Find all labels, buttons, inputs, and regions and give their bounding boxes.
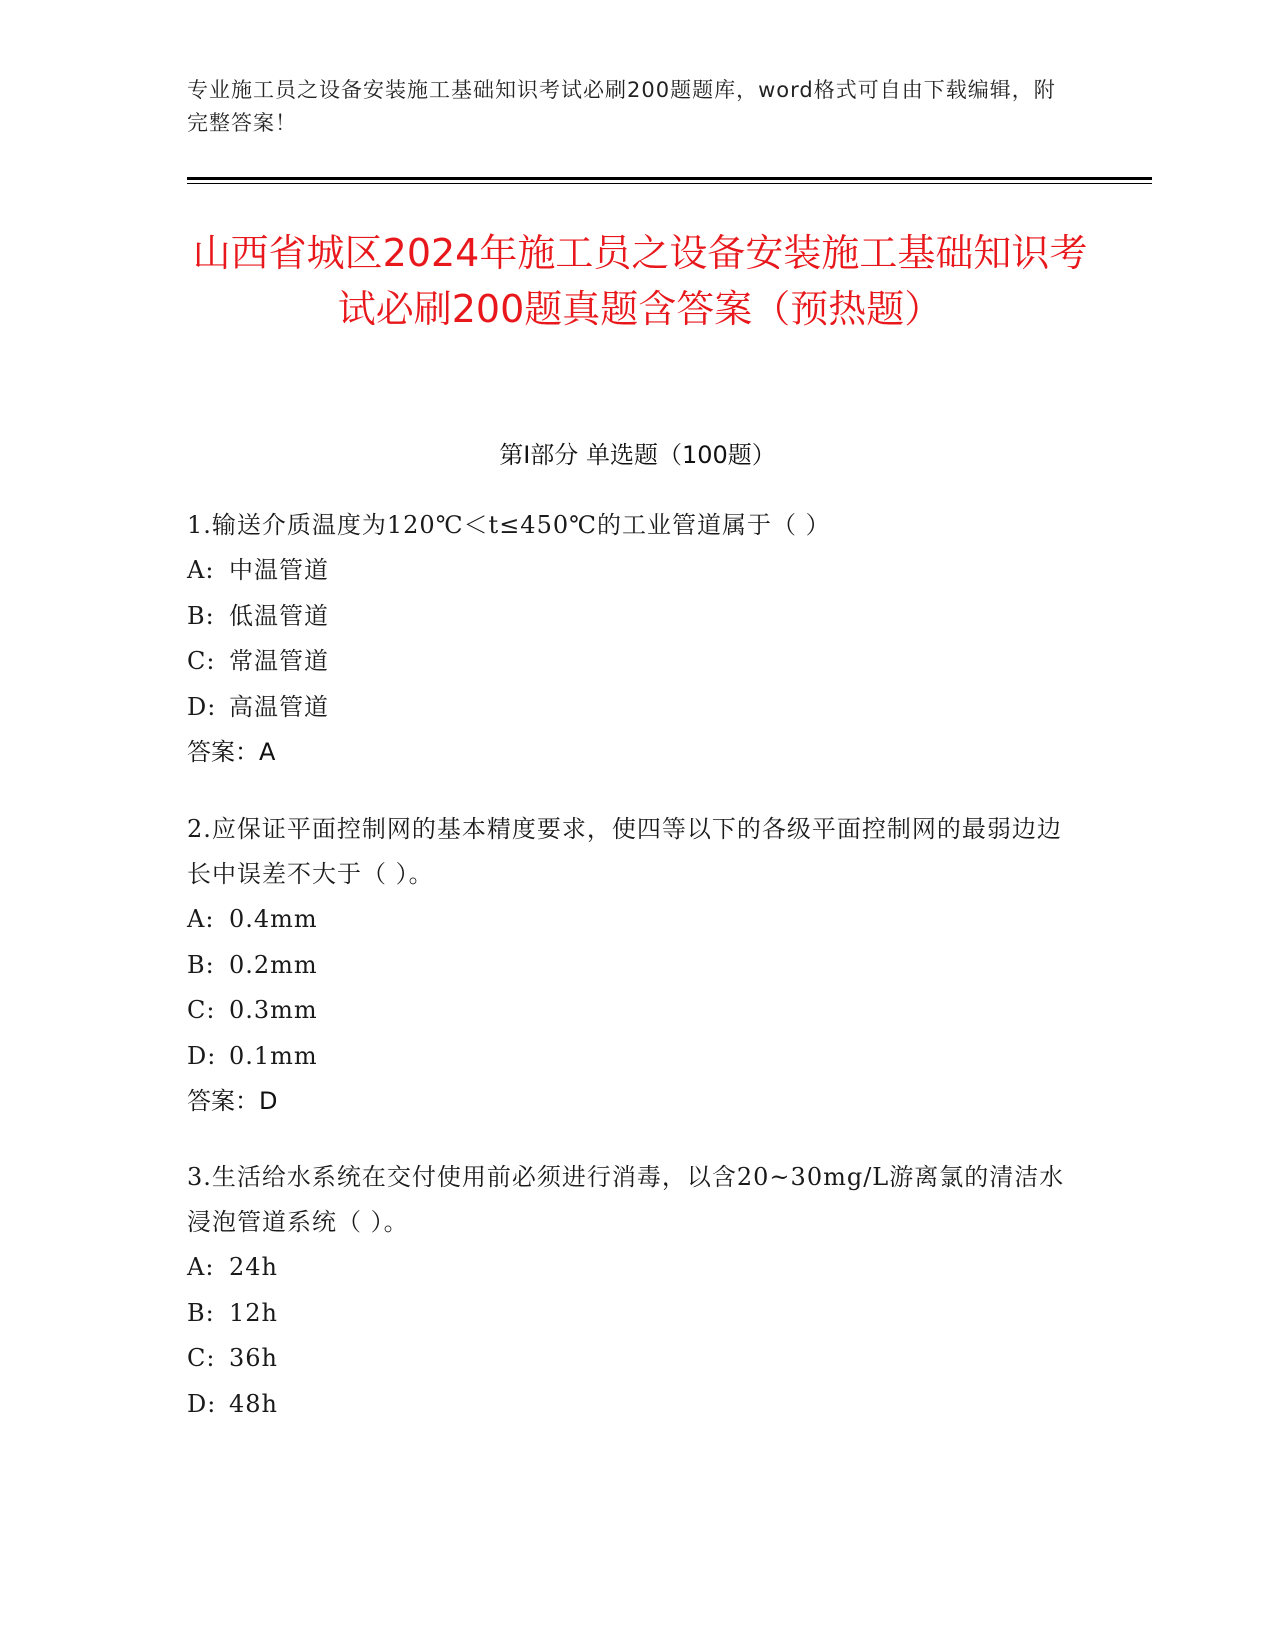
answer: 答案：A <box>187 738 276 766</box>
option-b <box>187 594 1067 640</box>
option-letter: D: <box>187 1389 217 1418</box>
option-c <box>187 988 1067 1034</box>
option-c <box>187 1336 1067 1382</box>
option-text: 0.1mm <box>229 1041 318 1070</box>
option-letter: A: <box>187 905 215 933</box>
option-a <box>187 1245 1067 1291</box>
option-letter: A: <box>187 1253 215 1281</box>
option-letter: B: <box>187 601 215 630</box>
option-b <box>187 943 1067 989</box>
answer: 答案：D <box>187 1087 278 1115</box>
option-text: 0.2mm <box>229 950 318 979</box>
question-text: 1.输送介质温度为120℃＜t≤450℃的工业管道属于（ ） <box>187 511 831 539</box>
option-letter: C: <box>187 647 216 675</box>
option-text: 中温管道 <box>229 556 329 584</box>
header-rule-thick <box>187 177 1152 180</box>
option-letter: C: <box>187 1344 216 1372</box>
option-c <box>187 639 1067 685</box>
option-letter: D: <box>187 692 217 721</box>
header-rule-thin <box>187 183 1152 184</box>
document-title: 山西省城区2024年施工员之设备安装施工基础知识考试必刷200题真题含答案（预热题） <box>192 231 1088 331</box>
option-letter: A: <box>187 556 215 584</box>
option-letter: B: <box>187 950 215 979</box>
option-d <box>187 685 1067 731</box>
option-letter: D: <box>187 1041 217 1070</box>
option-a <box>187 897 1067 943</box>
option-text: 12h <box>229 1298 278 1327</box>
option-text: 0.3mm <box>229 996 318 1024</box>
option-text: 48h <box>229 1389 278 1418</box>
option-text: 36h <box>229 1344 278 1372</box>
question-2 <box>187 807 1067 1124</box>
option-letter: C: <box>187 996 216 1024</box>
option-text: 24h <box>229 1253 278 1281</box>
option-b <box>187 1291 1067 1337</box>
option-d <box>187 1034 1067 1080</box>
section-heading: 第Ⅰ部分 单选题（100题） <box>499 441 776 469</box>
header-note: 专业施工员之设备安装施工基础知识考试必刷200题题库，word格式可自由下载编辑，附完整答案！ <box>187 78 1056 135</box>
option-text: 0.4mm <box>229 905 318 933</box>
option-text: 高温管道 <box>229 692 329 721</box>
option-text: 低温管道 <box>229 601 329 630</box>
option-letter: B: <box>187 1298 215 1327</box>
question-text: 2.应保证平面控制网的基本精度要求，使四等以下的各级平面控制网的最弱边边长中误差不大于（ ）。 <box>187 815 1062 888</box>
option-a <box>187 548 1067 594</box>
question-text: 3.生活给水系统在交付使用前必须进行消毒，以含20~30mg/L游离氯的清洁水浸泡管道系统（ ）。 <box>187 1163 1065 1236</box>
option-d <box>187 1382 1067 1428</box>
question-1 <box>187 503 1067 775</box>
option-text: 常温管道 <box>229 647 329 675</box>
question-3 <box>187 1155 1067 1427</box>
